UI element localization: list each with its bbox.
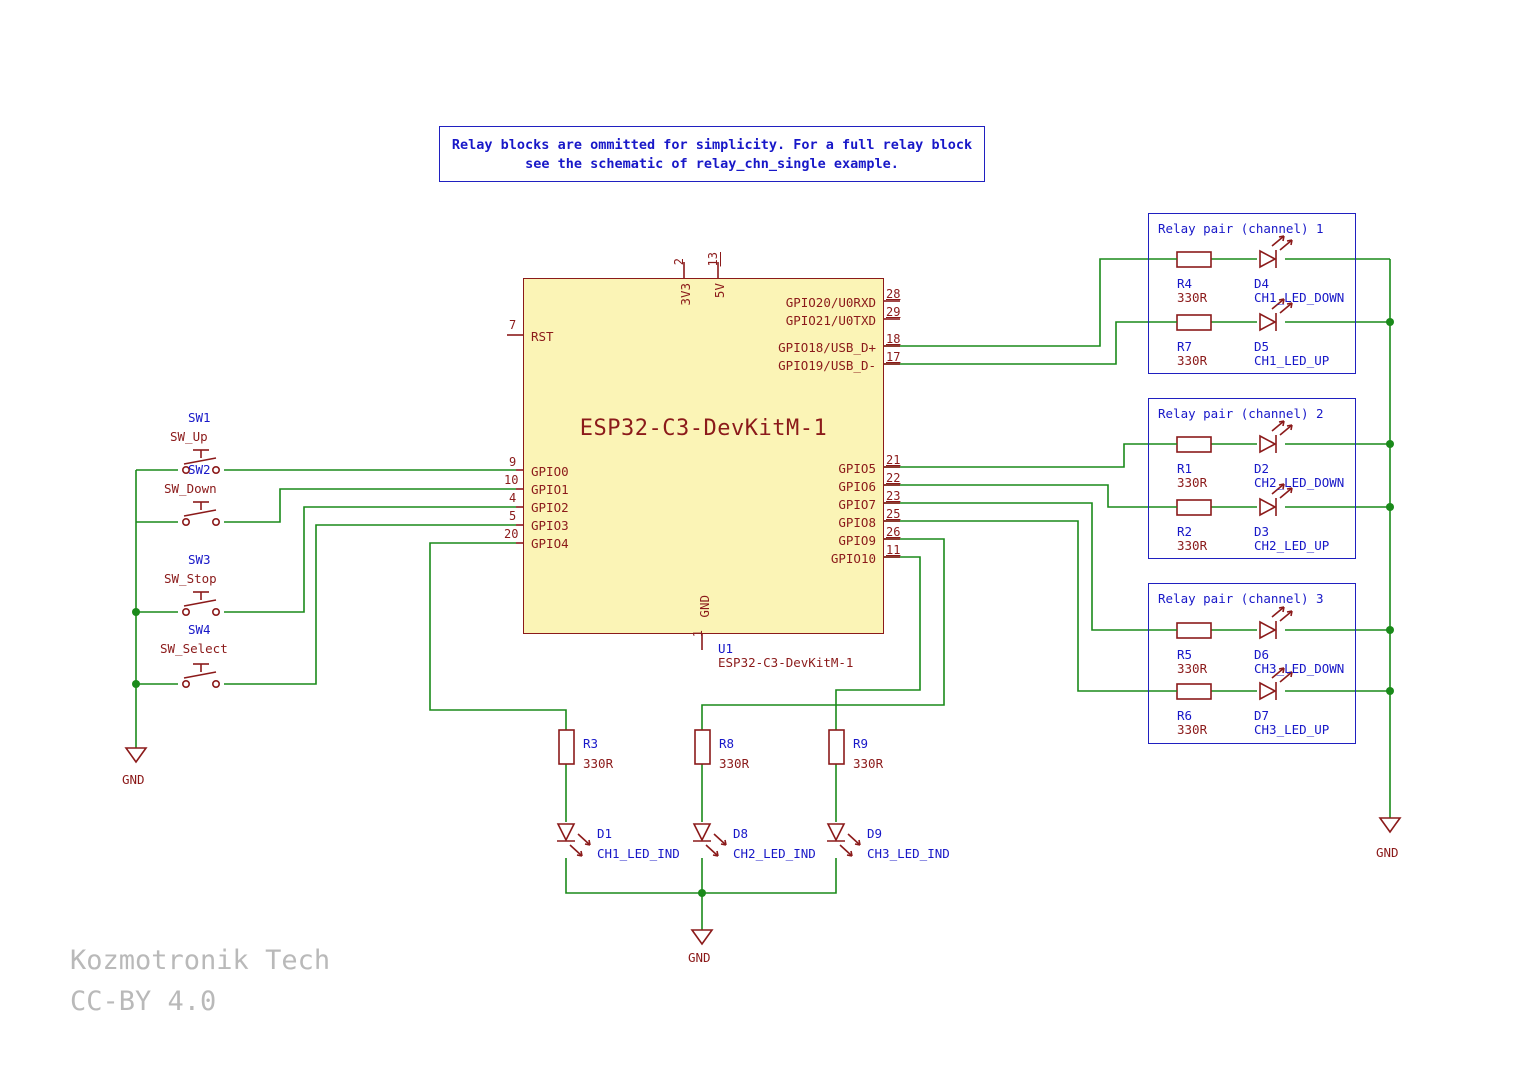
mcu-pin-gpio21: GPIO21/U0TXD xyxy=(785,313,876,328)
mcu-pin-gpio6: GPIO6 xyxy=(838,479,876,494)
d1-refdes: D1 xyxy=(597,826,613,841)
r8-value: 330R xyxy=(719,756,750,771)
d9-netname: CH3_LED_IND xyxy=(867,846,950,861)
mcu-pinnum-10: 10 xyxy=(504,473,519,487)
mcu-pin-gpio18: GPIO18/USB_D+ xyxy=(778,340,876,355)
r4-value: 330R xyxy=(1177,290,1208,305)
note-line-2: see the schematic of relay_chn_single example. xyxy=(525,156,899,172)
r3-value: 330R xyxy=(583,756,614,771)
mcu-pin-rst: RST xyxy=(531,329,554,344)
sw2-value: SW_Down xyxy=(164,481,217,496)
sw4-refdes: SW4 xyxy=(188,622,211,637)
mcu-pinnum-5: 5 xyxy=(509,509,517,523)
relay-block-3-title: Relay pair (channel) 3 xyxy=(1158,591,1324,606)
mcu-pinnum-13: 13 xyxy=(706,252,720,267)
relay-block-2-title: Relay pair (channel) 2 xyxy=(1158,406,1324,421)
mcu-pin-gpio1: GPIO1 xyxy=(531,482,569,497)
mcu-pinnum-2: 2 xyxy=(672,258,686,266)
sw3-value: SW_Stop xyxy=(164,571,217,586)
sw1-value: SW_Up xyxy=(170,429,208,444)
r5-value: 330R xyxy=(1177,661,1208,676)
switch-symbol-sw4 xyxy=(183,664,219,687)
mcu-pin-gpio3: GPIO3 xyxy=(531,518,569,533)
mcu-pinnum-17: 17 xyxy=(886,350,901,364)
r5-refdes: R5 xyxy=(1177,647,1193,662)
d4-netname: CH1_LED_DOWN xyxy=(1254,290,1345,305)
sw4-value: SW_Select xyxy=(160,641,228,656)
mcu-refdes: U1 xyxy=(718,641,734,656)
d8-netname: CH2_LED_IND xyxy=(733,846,816,861)
mcu-pinnum-11: 11 xyxy=(886,543,901,557)
gnd-label-bottom: GND xyxy=(688,950,711,965)
sw2-refdes: SW2 xyxy=(188,462,211,477)
mcu-pinnum-20: 20 xyxy=(504,527,519,541)
r7-value: 330R xyxy=(1177,353,1208,368)
r6-refdes: R6 xyxy=(1177,708,1193,723)
r9-value: 330R xyxy=(853,756,884,771)
mcu-title: ESP32-C3-DevKitM-1 xyxy=(579,416,828,441)
mcu-pin-gpio19: GPIO19/USB_D- xyxy=(778,358,876,373)
r3-refdes: R3 xyxy=(583,736,599,751)
d4-refdes: D4 xyxy=(1254,276,1270,291)
mcu-pinnum-22: 22 xyxy=(886,471,901,485)
d6-refdes: D6 xyxy=(1254,647,1270,662)
switch-symbol-sw3 xyxy=(183,592,219,615)
led-symbol-d1 xyxy=(557,824,590,856)
gnd-label-right: GND xyxy=(1376,845,1399,860)
mcu-pinnum-28: 28 xyxy=(886,287,901,301)
mcu-pin-gpio10: GPIO10 xyxy=(830,551,876,566)
r7-refdes: R7 xyxy=(1177,339,1193,354)
d2-refdes: D2 xyxy=(1254,461,1270,476)
mcu-value: ESP32-C3-DevKitM-1 xyxy=(718,655,854,670)
mcu-pin-gpio4: GPIO4 xyxy=(531,536,569,551)
mcu-body xyxy=(523,278,884,634)
switch-symbol-sw2 xyxy=(183,502,219,525)
mcu-pin-gpio5: GPIO5 xyxy=(838,461,876,476)
gnd-symbol-left xyxy=(126,748,146,762)
mcu-pin-gpio8: GPIO8 xyxy=(838,515,876,530)
mcu-pinnum-7: 7 xyxy=(509,318,517,332)
d7-refdes: D7 xyxy=(1254,708,1270,723)
d9-refdes: D9 xyxy=(867,826,883,841)
mcu-pin-gpio7: GPIO7 xyxy=(838,497,876,512)
r6-value: 330R xyxy=(1177,722,1208,737)
r1-refdes: R1 xyxy=(1177,461,1193,476)
mcu-pinnum-4: 4 xyxy=(509,491,517,505)
d3-netname: CH2_LED_UP xyxy=(1254,538,1330,553)
mcu-pin-gpio2: GPIO2 xyxy=(531,500,569,515)
mcu-pinnum-26: 26 xyxy=(886,525,901,539)
note-line-1: Relay blocks are ommitted for simplicity. For a full relay block xyxy=(451,137,973,153)
r4-refdes: R4 xyxy=(1177,276,1193,291)
credit-line-2: CC-BY 4.0 xyxy=(70,986,217,1017)
led-symbol-d9 xyxy=(827,824,860,856)
mcu-pinnum-29: 29 xyxy=(886,305,901,319)
d5-netname: CH1_LED_UP xyxy=(1254,353,1330,368)
mcu-pinnum-25: 25 xyxy=(886,507,901,521)
sw3-refdes: SW3 xyxy=(188,552,211,567)
gnd-symbol-right xyxy=(1380,818,1400,832)
mcu-pinnum-23: 23 xyxy=(886,489,901,503)
credit-block xyxy=(70,940,330,1022)
d6-netname: CH3_LED_DOWN xyxy=(1254,661,1345,676)
r2-refdes: R2 xyxy=(1177,524,1193,539)
led-symbol-d8 xyxy=(693,824,726,856)
r9-refdes: R9 xyxy=(853,736,869,751)
note-text xyxy=(439,136,985,174)
gnd-symbol-bottom xyxy=(692,930,712,944)
mcu-pin-gpio9: GPIO9 xyxy=(838,533,876,548)
credit-line-1: Kozmotronik Tech xyxy=(70,945,331,976)
d2-netname: CH2_LED_DOWN xyxy=(1254,475,1345,490)
d1-netname: CH1_LED_IND xyxy=(597,846,680,861)
mcu-pin-5v: 5V xyxy=(712,283,727,299)
mcu-pinnum-21: 21 xyxy=(886,453,901,467)
mcu-pinnum-18: 18 xyxy=(886,332,901,346)
d5-refdes: D5 xyxy=(1254,339,1270,354)
r8-refdes: R8 xyxy=(719,736,735,751)
mcu-pin-gpio20: GPIO20/U0RXD xyxy=(785,295,876,310)
r2-value: 330R xyxy=(1177,538,1208,553)
d8-refdes: D8 xyxy=(733,826,749,841)
mcu-pinnum-1: 1 xyxy=(691,630,705,638)
mcu-pinnum-9: 9 xyxy=(509,455,517,469)
d3-refdes: D3 xyxy=(1254,524,1270,539)
relay-block-1-title: Relay pair (channel) 1 xyxy=(1158,221,1324,236)
sw1-refdes: SW1 xyxy=(188,410,211,425)
gnd-label-left: GND xyxy=(122,772,145,787)
r1-value: 330R xyxy=(1177,475,1208,490)
mcu-pin-gpio0: GPIO0 xyxy=(531,464,569,479)
d7-netname: CH3_LED_UP xyxy=(1254,722,1330,737)
mcu-pin-gnd: GND xyxy=(697,595,712,618)
mcu-pin-3v3: 3V3 xyxy=(678,283,693,306)
